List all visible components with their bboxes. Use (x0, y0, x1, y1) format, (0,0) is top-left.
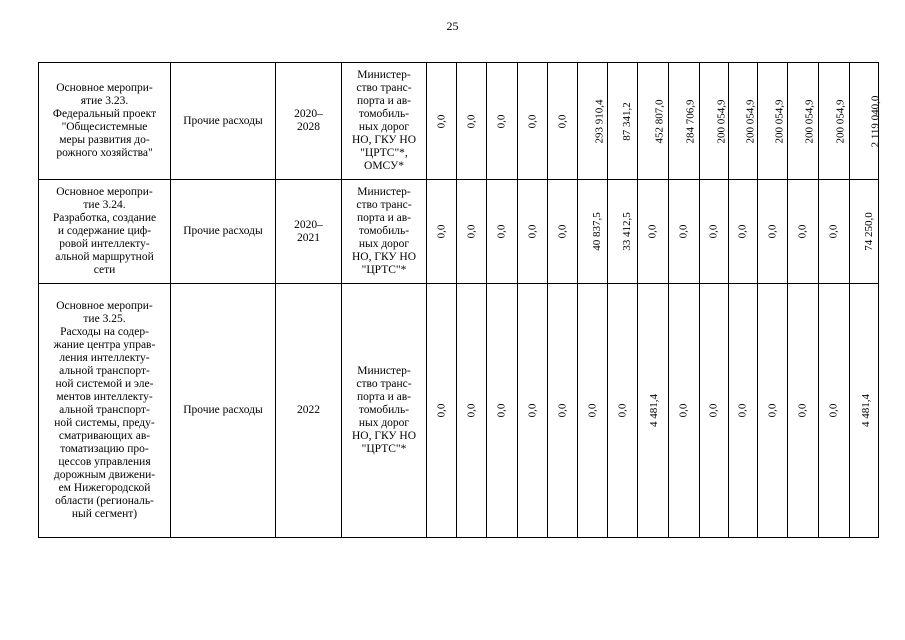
value-text: 0,0 (556, 224, 568, 239)
value-text: 0,0 (526, 114, 538, 128)
executor-line: ство транс- (356, 199, 412, 211)
activity-name-line: ления интеллекту- (59, 352, 150, 364)
activity-name-line: альной транспорт- (59, 365, 150, 377)
executor-line: порта и ав- (356, 391, 412, 403)
value-text: 33 412,5 (620, 212, 633, 251)
value-text: 40 837,5 (590, 212, 603, 251)
activity-name-line: тие 3.24. (83, 199, 126, 211)
value-cell (608, 180, 638, 284)
table-row (39, 284, 879, 538)
value-cell (669, 284, 700, 538)
value-text: 0,0 (736, 224, 749, 239)
period-line: 2020– (294, 218, 323, 231)
activity-name-line: сети (93, 264, 116, 276)
executor-line: "ЦРТС"*, (360, 147, 408, 159)
value-cell (457, 284, 487, 538)
value-text: 200 054,9 (803, 99, 816, 143)
value-cell (548, 63, 578, 180)
value-cell (729, 63, 758, 180)
value-text: 0,0 (556, 114, 568, 128)
executor-line: НО, ГКУ НО (351, 251, 417, 263)
value-cell (427, 180, 457, 284)
executor-line: томобиль- (358, 108, 410, 120)
value-cell (608, 63, 638, 180)
value-text: 293 910,4 (593, 99, 606, 143)
value-text: 0,0 (796, 224, 809, 239)
activity-name-line: ятие 3.23. (80, 95, 129, 107)
value-text: 0,0 (526, 403, 538, 418)
value-cell (427, 63, 457, 180)
activity-name-line: ный сегмент) (71, 508, 138, 520)
value-text: 200 054,9 (715, 99, 728, 143)
executor-cell (342, 180, 427, 284)
value-cell (700, 284, 729, 538)
value-cell (758, 63, 788, 180)
executor-line: НО, ГКУ НО (351, 430, 417, 442)
activity-name-line: ровой интеллекту- (59, 238, 150, 250)
value-text: 0,0 (827, 403, 840, 418)
executor-line: "ЦРТС"* (361, 443, 407, 455)
budget-table (38, 62, 882, 538)
value-text: 0,0 (586, 403, 598, 418)
value-cell (819, 180, 850, 284)
executor-line: Министер- (357, 365, 411, 377)
executor-line: ных дорог (358, 417, 410, 429)
value-text: 200 054,9 (744, 99, 757, 143)
value-text: 2 119 040,0 (869, 95, 882, 147)
value-cell (788, 180, 819, 284)
value-cell (638, 63, 669, 180)
value-text: 0,0 (435, 403, 447, 418)
value-cell (638, 284, 669, 538)
value-text: 0,0 (526, 224, 538, 239)
activity-name-line: жание центра управ- (53, 339, 156, 351)
value-text: 0,0 (707, 403, 720, 418)
activity-name-line: области (региональ- (55, 495, 154, 507)
executor-line: НО, ГКУ НО (351, 134, 417, 146)
activity-name-line: ментов интеллекту- (56, 391, 153, 403)
value-cell (850, 63, 882, 180)
activity-name-line: меры развития до- (59, 134, 150, 146)
executor-line: томобиль- (358, 225, 410, 237)
period-cell (276, 180, 342, 284)
executor-line: порта и ав- (356, 95, 412, 107)
value-text: 0,0 (495, 114, 508, 128)
value-text: 0,0 (495, 224, 508, 239)
value-text: 0,0 (677, 224, 690, 239)
period-cell (276, 284, 342, 538)
value-cell (850, 180, 879, 284)
activity-name-line: и содержание циф- (57, 225, 152, 237)
period-line: 2020– (294, 108, 323, 120)
table-row (39, 180, 879, 284)
value-cell (487, 284, 518, 538)
value-cell (548, 284, 578, 538)
expense-type-cell: Прочие расходы (171, 284, 276, 538)
activity-name-line: альной маршрутной (55, 251, 154, 263)
value-cell (819, 63, 850, 180)
value-cell (578, 180, 608, 284)
value-cell (548, 180, 578, 284)
activity-name-line: тие 3.25. (83, 313, 126, 325)
value-cell (457, 180, 487, 284)
value-text: 284 706,9 (684, 99, 697, 143)
executor-line: ОМСУ* (364, 160, 404, 172)
activity-name-line: ной системы, преду- (54, 417, 155, 429)
value-text: 0,0 (465, 224, 477, 239)
value-text: 0,0 (766, 403, 778, 418)
value-cell (518, 180, 548, 284)
value-cell (578, 63, 608, 180)
value-cell (457, 63, 487, 180)
value-cell (850, 284, 879, 538)
activity-name-line: рожного хозяйства" (56, 147, 153, 159)
activity-name-line: "Общесистемные (61, 121, 148, 133)
activity-name-line: Расходы на содер- (60, 326, 149, 338)
activity-name-line: ной системой и эле- (55, 378, 154, 390)
value-text: 0,0 (465, 403, 477, 418)
activity-name-line: Федеральный проект (52, 108, 157, 120)
value-text: 452 807,0 (653, 99, 666, 143)
executor-cell (342, 284, 427, 538)
activity-name-line: Основное меропри- (56, 82, 153, 94)
value-cell (608, 284, 638, 538)
value-cell (729, 284, 758, 538)
value-cell (700, 63, 729, 180)
value-cell (819, 284, 850, 538)
page-number: 25 (446, 19, 459, 33)
executor-line: ство транс- (356, 82, 412, 94)
activity-name-line: дорожным движени- (53, 469, 156, 481)
executor-line: Министер- (357, 69, 411, 81)
value-text: 74 250,0 (862, 212, 875, 251)
activity-name-line: Основное меропри- (56, 186, 153, 198)
executor-line: томобиль- (358, 404, 410, 416)
expense-type-cell: Прочие расходы (171, 180, 276, 284)
value-text: 0,0 (766, 224, 778, 239)
value-text: 200 054,9 (773, 99, 786, 143)
activity-name-line: томатизацию про- (60, 443, 149, 455)
activity-name-line: Основное меропри- (56, 300, 153, 312)
value-text: 0,0 (495, 403, 508, 418)
value-cell (518, 63, 548, 180)
value-cell (700, 180, 729, 284)
period-cell (276, 63, 342, 180)
value-cell (487, 180, 518, 284)
expense-type-cell: Прочие расходы (171, 63, 276, 180)
value-cell (758, 284, 788, 538)
executor-line: Министер- (357, 186, 411, 198)
value-text: 0,0 (616, 403, 628, 418)
value-cell (729, 180, 758, 284)
executor-line: ных дорог (358, 121, 410, 133)
value-text: 0,0 (435, 114, 447, 128)
value-cell (669, 180, 700, 284)
period-line: 2022 (297, 404, 320, 416)
executor-line: "ЦРТС"* (361, 264, 407, 276)
executor-line: ных дорог (358, 238, 410, 250)
value-text: 87 341,2 (620, 101, 633, 141)
activity-name-line: альной транспорт- (59, 404, 150, 416)
value-cell (758, 180, 788, 284)
executor-line: ство транс- (356, 378, 412, 390)
value-text: 4 481,4 (860, 394, 872, 427)
value-cell (518, 284, 548, 538)
value-text: 0,0 (556, 403, 568, 418)
activity-name-line: Разработка, создание (52, 212, 157, 224)
value-text: 200 054,9 (834, 99, 847, 143)
value-text: 0,0 (435, 224, 447, 239)
value-cell (427, 284, 457, 538)
value-cell (638, 180, 669, 284)
value-text: 0,0 (677, 403, 690, 418)
period-line: 2021 (297, 231, 320, 244)
value-cell (578, 284, 608, 538)
value-text: 0,0 (736, 403, 749, 418)
activity-name-cell (39, 180, 171, 284)
value-cell (487, 63, 518, 180)
value-text: 0,0 (646, 224, 659, 239)
activity-name-line: сматривающих ав- (58, 430, 151, 442)
value-text: 0,0 (707, 224, 720, 239)
table-row (39, 63, 879, 180)
period-line: 2028 (297, 121, 320, 133)
executor-cell (342, 63, 427, 180)
value-text: 0,0 (827, 224, 840, 239)
value-cell (788, 63, 819, 180)
value-cell (669, 63, 700, 180)
activity-name-line: цессов управления (58, 456, 151, 468)
activity-name-line: ем Нижегородской (58, 482, 151, 494)
value-text: 0,0 (796, 403, 809, 418)
activity-name-cell (39, 63, 171, 180)
activity-name-cell (39, 284, 171, 538)
value-text: 4 481,4 (648, 394, 660, 427)
value-text: 0,0 (465, 114, 477, 128)
value-cell (788, 284, 819, 538)
executor-line: порта и ав- (356, 212, 412, 224)
